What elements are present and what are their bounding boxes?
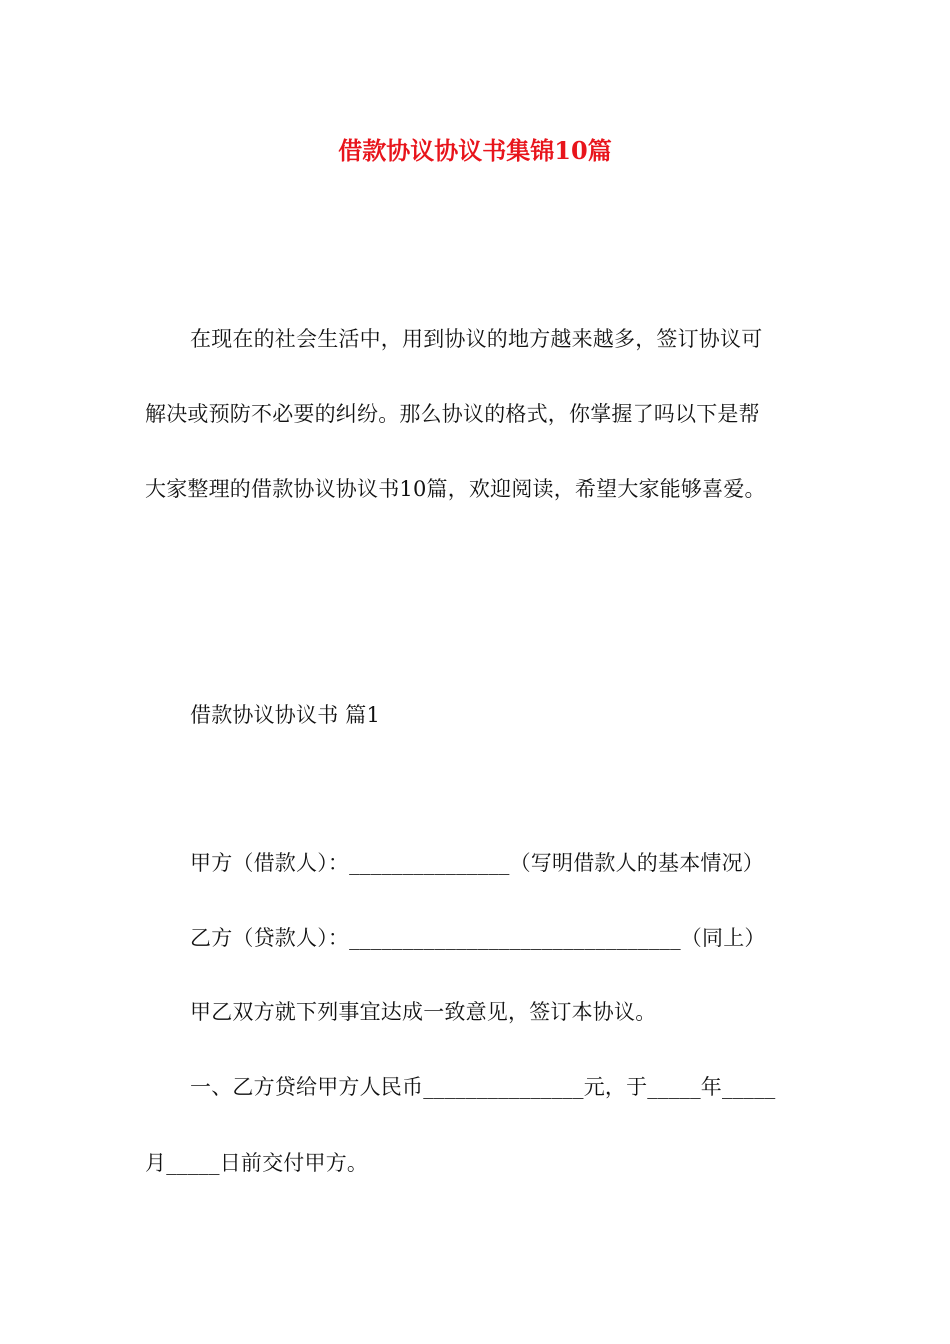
section-heading: 借款协议协议书 篇1 xyxy=(190,703,381,727)
document-title: 借款协议协议书集锦10篇 xyxy=(338,136,612,165)
clause-1-line-2: 月_____日前交付甲方。 xyxy=(145,1151,369,1175)
borrower-line: 甲方（借款人）：_______________（写明借款人的基本情况） xyxy=(190,851,764,875)
agreement-line: 甲乙双方就下列事宜达成一致意见，签订本协议。 xyxy=(190,1000,657,1024)
intro-line-2: 解决或预防不必要的纠纷。那么协议的格式，你掌握了吗以下是帮 xyxy=(145,402,760,426)
intro-line-3: 大家整理的借款协议协议书10篇，欢迎阅读，希望大家能够喜爱。 xyxy=(145,477,766,501)
clause-1-line-1: 一、乙方贷给甲方人民币_______________元，于_____年_____ xyxy=(190,1075,776,1099)
lender-line: 乙方（贷款人）：_______________________________（同上） xyxy=(190,926,766,950)
intro-line-1: 在现在的社会生活中，用到协议的地方越来越多，签订协议可 xyxy=(190,327,763,351)
